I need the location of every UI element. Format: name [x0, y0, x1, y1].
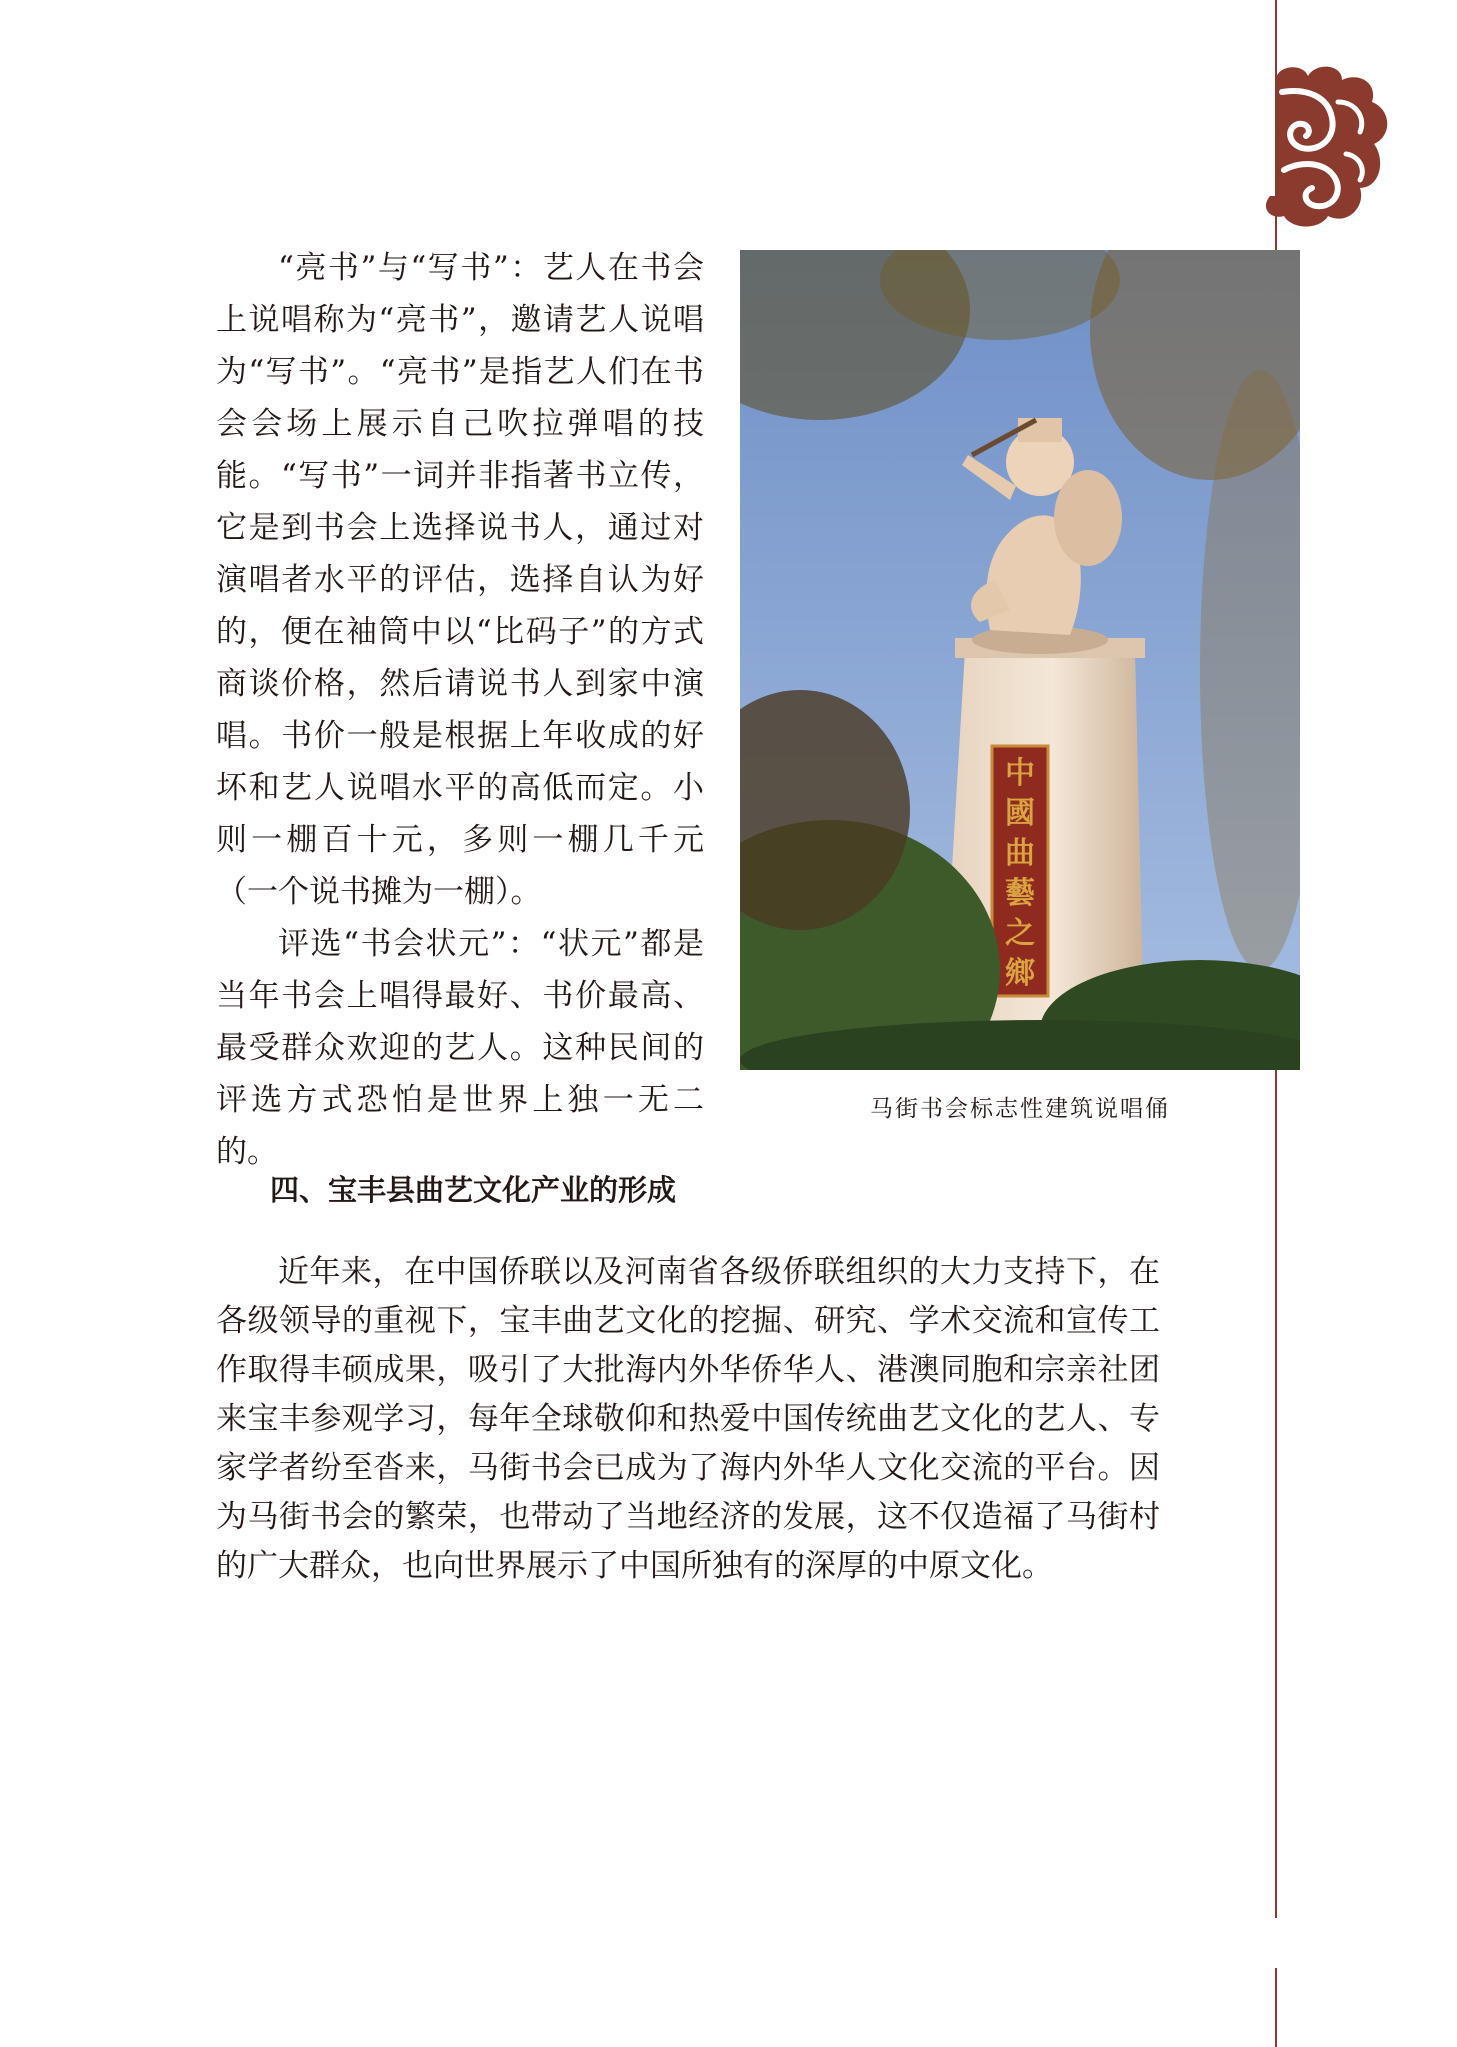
section-heading: 四、宝丰县曲艺文化产业的形成	[270, 1173, 677, 1207]
statue-photo	[740, 250, 1300, 1070]
plaque-char: 國	[1005, 796, 1035, 831]
plaque-char: 之	[1005, 916, 1035, 951]
plaque-char: 藝	[1005, 876, 1035, 911]
plaque-inscription	[992, 754, 1048, 994]
margin-rule-bottom	[1275, 1968, 1277, 2047]
plaque-char: 曲	[1005, 836, 1035, 871]
paragraph-liangshu-xieshu: “亮书”与“写书”：艺人在书会上说唱称为“亮书”，邀请艺人说唱为“写书”。“亮书”是指艺人们在书会会场上展示自己吹拉弹唱的技能。“写书”一词并非指著书立传，它是到书会上选择说书人，通过对演唱者水平的评估，选择自认为好的，便在袖筒中以“比码子”的方式商谈价格，然后请说书人到家中演唱。书价一般是根据上年收成的好坏和艺人说唱水平的高低而定。小则一棚百十元，多则一棚几千元（一个说书摊为一棚）。	[216, 250, 704, 910]
paragraph-shuhui-zhuangyuan: 评选“书会状元”：“状元”都是当年书会上唱得最好、书价最高、最受群众欢迎的艺人。这种民间的评选方式恐怕是世界上独一无二的。	[216, 926, 704, 1170]
section-paragraph: 近年来，在中国侨联以及河南省各级侨联组织的大力支持下，在各级领导的重视下，宝丰曲艺文化的挖掘、研究、学术交流和宣传工作取得丰硕成果，吸引了大批海内外华侨华人、港澳同胞和宗亲社团来宝丰参观学习，每年全球敬仰和热爱中国传统曲艺文化的艺人、专家学者纷至沓来，马街书会已成为了海内外华人文化交流的平台。因为马街书会的繁荣，也带动了当地经济的发展，这不仅造福了马街村的广大群众，也向世界展示了中国所独有的深厚的中原文化。	[216, 1254, 1160, 1584]
plaque-char: 鄉	[1005, 956, 1035, 991]
auspicious-cloud-icon	[1262, 62, 1394, 232]
photo-caption: 马街书会标志性建筑说唱俑	[870, 1096, 1170, 1122]
plaque-char: 中	[1005, 756, 1035, 791]
left-text-column	[216, 242, 704, 1178]
